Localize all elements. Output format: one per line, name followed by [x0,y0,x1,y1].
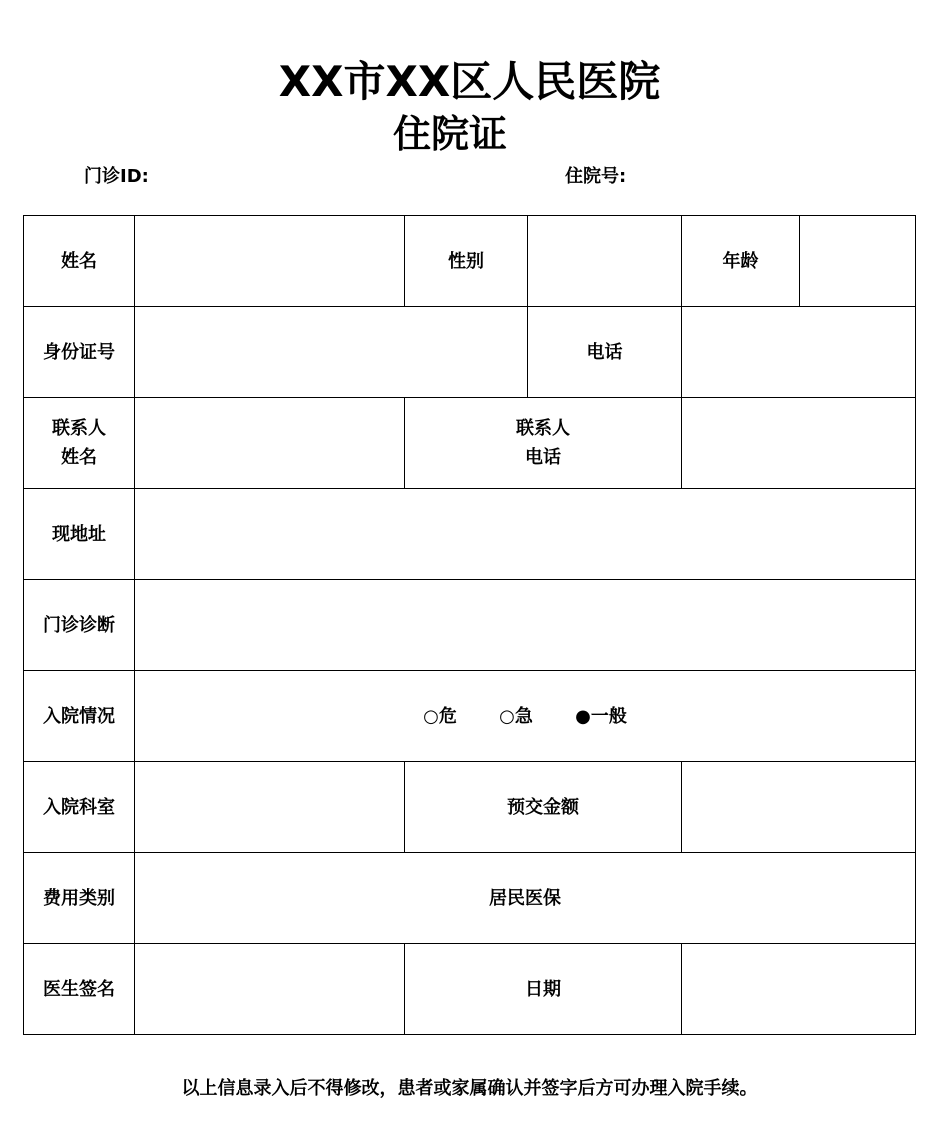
hospital-title: XX市XX区人民医院 [278,57,661,106]
doctor-sign-label: 医生签名 [24,944,135,1035]
diagnosis-label: 门诊诊断 [24,580,135,671]
radio-empty-icon: ○ [499,705,515,727]
gender-label: 性别 [405,216,528,307]
address-label: 现地址 [24,489,135,580]
radio-empty-icon: ○ [423,705,439,727]
radio-filled-icon: ● [575,705,591,727]
option-label: 危 [438,705,457,727]
footer-note: 以上信息录入后不得修改，患者或家属确认并签字后方可办理入院手续。 [181,1078,758,1099]
age-field[interactable] [800,216,916,307]
condition-option-general[interactable] [575,702,627,731]
fee-type-value: 居民医保 [135,853,916,944]
id-no-field[interactable] [135,307,528,398]
contact-name-label-2: 姓名 [61,447,97,468]
contact-name-field[interactable] [135,398,405,489]
condition-option-critical[interactable] [423,702,457,731]
name-field[interactable] [135,216,405,307]
contact-phone-field[interactable] [682,398,916,489]
contact-phone-label [405,398,682,489]
form-title: 住院证 [392,112,507,156]
contact-phone-label-1: 联系人 [516,418,570,439]
deposit-field[interactable] [682,762,916,853]
contact-name-label-1: 联系人 [52,418,106,439]
deposit-label: 预交金额 [405,762,682,853]
condition-label: 入院情况 [24,671,135,762]
doctor-sign-field[interactable] [135,944,405,1035]
address-field[interactable] [135,489,916,580]
contact-name-label [24,398,135,489]
admission-form-table [23,215,916,1035]
contact-phone-label-2: 电话 [525,447,561,468]
department-field[interactable] [135,762,405,853]
option-label: 一般 [590,705,627,727]
option-label: 急 [514,705,533,727]
fee-type-label: 费用类别 [24,853,135,944]
condition-option-urgent[interactable] [499,702,533,731]
inpatient-no-label: 住院号: [565,166,627,187]
phone-label: 电话 [528,307,682,398]
outpatient-id-label: 门诊ID: [84,166,149,187]
gender-field[interactable] [528,216,682,307]
id-no-label: 身份证号 [24,307,135,398]
name-label: 姓名 [24,216,135,307]
date-label: 日期 [405,944,682,1035]
diagnosis-field[interactable] [135,580,916,671]
phone-field[interactable] [682,307,916,398]
department-label: 入院科室 [24,762,135,853]
condition-options [135,671,916,762]
age-label: 年龄 [682,216,800,307]
date-field[interactable] [682,944,916,1035]
